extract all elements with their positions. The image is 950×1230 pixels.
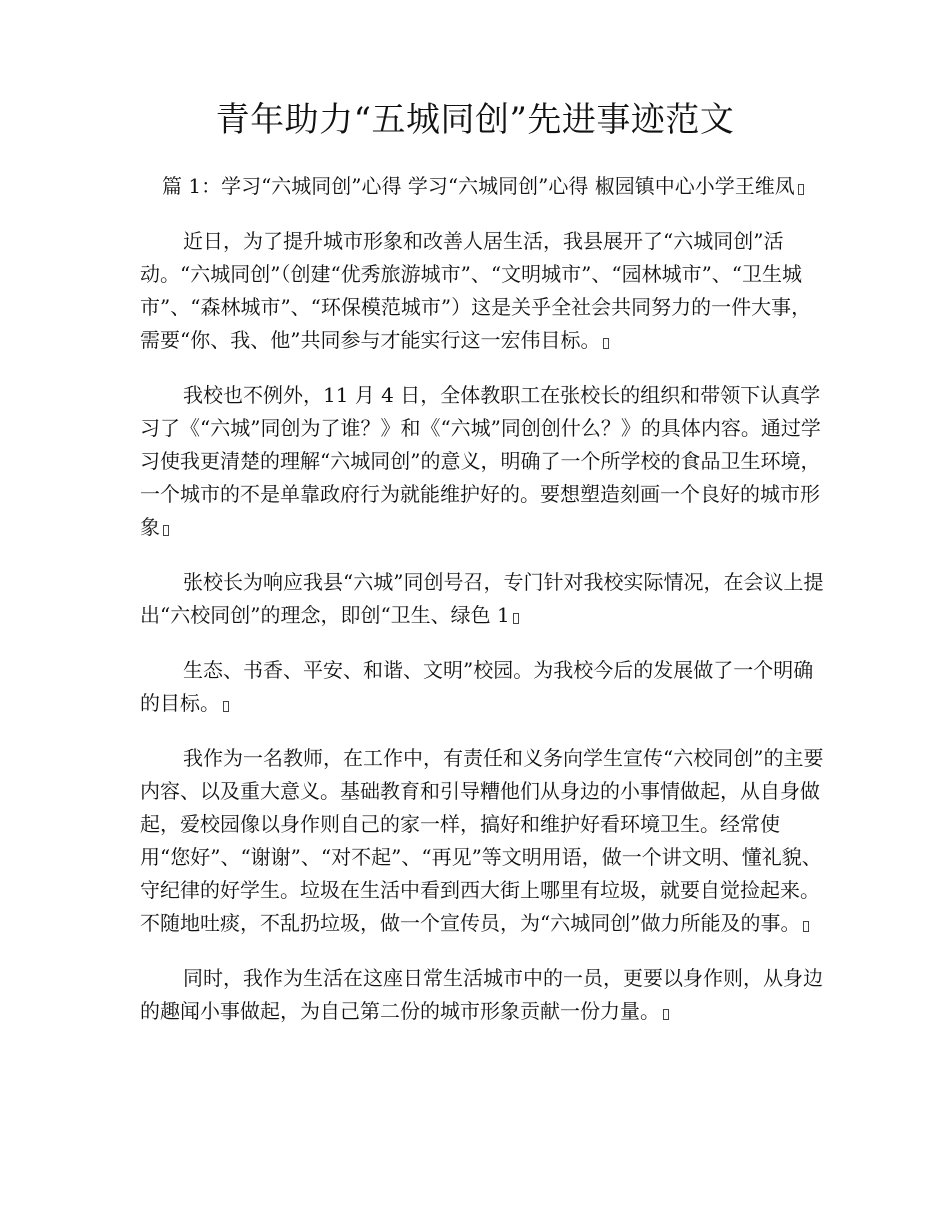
paragraph-text: 我作为一名教师，在工作中，有责任和义务向学生宣传“六校同创”的主要内容、以及重大意义。基础教育和引导糟他们从身边的小事情做起，从自身做起，爱校园像以身作则自己的家一样，搞好和维护好看环境卫生。经常使用“您好”、“谢谢”、“对不起”、“再见”等文明用语，做一个讲文明、懂礼貌、守纪律的好学生。垃圾在生活中看到西大街上哪里有垃圾，就要自觉捡起来。不随地吐痰，不乱扔垃圾，做一个宣传员，为“六城同创”做力所能及的事。 [140, 746, 824, 935]
paragraph-5 [140, 654, 830, 720]
paragraph-text: 篇 1：学习“六城同创”心得 学习“六城同创”心得 椒园镇中心小学王维凤 [162, 174, 795, 198]
paragraph-2 [140, 225, 830, 357]
paragraph-mark-icon [513, 613, 519, 624]
paragraph-text: 生态、书香、平安、和谐、文明”校园。为我校今后的发展做了一个明确的目标。 [140, 658, 814, 715]
document-title: 青年助力“五城同创”先进事迹范文 [215, 100, 735, 140]
paragraph-1 [140, 170, 830, 203]
paragraph-text: 近日，为了提升城市形象和改善人居生活，我县展开了“六城同创”活动。“六城同创”（创建“优秀旅游城市”、“文明城市”、“园林城市”、“卫生城市”、“森林城市”、“环保模范城市”）这是关乎全社会共同努力的一件大事，需要“你、我、他”共同参与才能实行这一宏伟目标。 [140, 229, 812, 352]
paragraph-mark-icon [803, 921, 809, 932]
paragraph-6 [140, 742, 830, 940]
paragraph-3 [140, 379, 830, 544]
paragraph-text: 同时，我作为生活在这座日常生活城市中的一员，更要以身作则，从身边的趣闻小事做起，为自己第二份的城市形象贡献一份力量。 [140, 966, 823, 1023]
paragraph-4 [140, 566, 830, 632]
paragraph-text: 我校也不例外，11 月 4 日，全体教职工在张校长的组织和带领下认真学习了《“六城”同创为了谁？》和《“六城”同创创什么？》的具体内容。通过学习使我更清楚的理解“六城同创”的意义，明确了一个所学校的食品卫生环境，一个城市的不是单靠政府行为就能维护好的。要想塑造刻画一个良好的城市形象 [140, 383, 821, 539]
document-body [140, 170, 830, 1050]
paragraph-text: 张校长为响应我县“六城”同创号召，专门针对我校实际情况，在会议上提出“六校同创”的理念，即创“卫生、绿色 1 [140, 570, 824, 627]
paragraph-mark-icon [163, 525, 169, 536]
paragraph-mark-icon [223, 701, 229, 712]
paragraph-mark-icon [663, 1009, 669, 1020]
paragraph-mark-icon [603, 338, 609, 349]
paragraph-mark-icon [798, 184, 804, 195]
paragraph-7 [140, 962, 830, 1028]
